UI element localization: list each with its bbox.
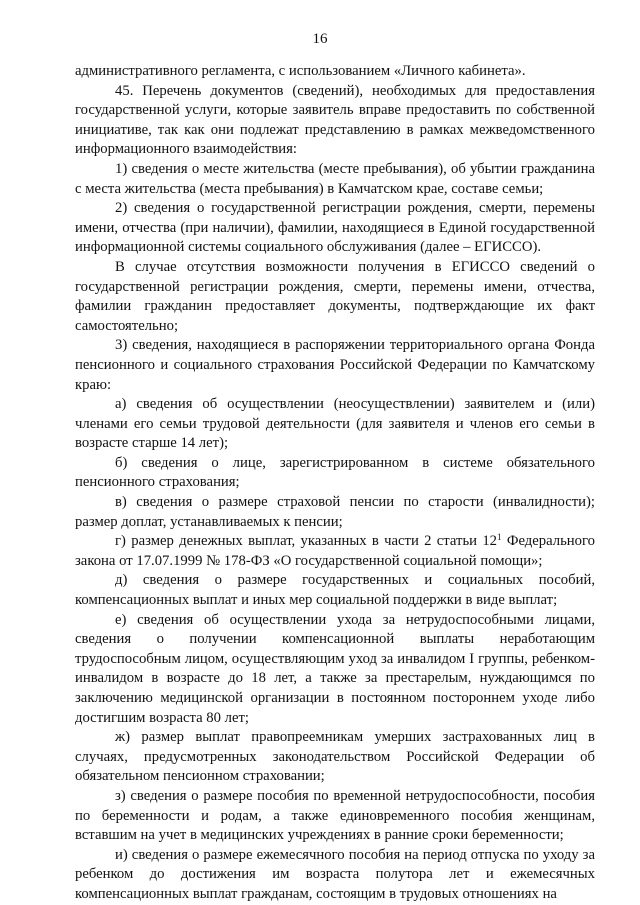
- paragraph-subitem-e: е) сведения об осуществлении ухода за нетрудоспособными лицами, сведения о получении компенсационной выплаты неработающим трудоспособным лицом, осуществляющим уход за инвалидом I группы, ребенком-инвалидом в возрасте до 18 лет, а также за престарелым, нуждающимся по заключению медицинской организации в постоянном постороннем уходе либо достигшим возраста 80 лет;: [75, 611, 595, 726]
- page-number: 16: [312, 31, 328, 47]
- paragraph-item-45: 45. Перечень документов (сведений), необходимых для предоставления государственной услуги, которые заявитель вправе предоставить по собственной инициативе, так как они подлежат представлению в рамках межведомственного информационного взаимодействия:: [75, 82, 595, 158]
- subitem-g-superscript: 1: [497, 532, 502, 543]
- paragraph-item-3: 3) сведения, находящиеся в распоряжении территориального органа Фонда пенсионного и социального страхования Российской Федерации по Камчатскому краю:: [75, 337, 595, 393]
- paragraph-continuation: административного регламента, с использованием «Личного кабинета».: [75, 63, 526, 79]
- paragraph-subitem-d: д) сведения о размере государственных и социальных пособий, компенсационных выплат и иных мер социальной поддержки в виде выплат;: [75, 572, 595, 609]
- paragraph-item-1: 1) сведения о месте жительства (месте пребывания), об убытии гражданина с места жительства (места пребывания) в Камчатском крае, составе семьи;: [75, 160, 595, 197]
- paragraph-subitem-v: в) сведения о размере страховой пенсии по старости (инвалидности); размер доплат, устанавливаемых к пенсии;: [75, 494, 595, 530]
- paragraph-egisso-note: В случае отсутствия возможности получения в ЕГИССО сведений о государственной регистрации рождения, смерти, перемены имени, отчества, фамилии гражданин предоставляет документы, подтверждающие их факт самостоятельно;: [75, 258, 595, 334]
- subitem-g-text-before: г) размер денежных выплат, указанных в части 2 статьи 12: [115, 533, 498, 550]
- paragraph-subitem-b: б) сведения о лице, зарегистрированном в системе обязательного пенсионного страхования;: [75, 454, 595, 491]
- paragraph-subitem-a: а) сведения об осуществлении (неосуществлении) заявителем и (или) членами его семьи трудовой деятельности (для заявителя и членов его семьи в возрасте старше 14 лет);: [75, 396, 595, 452]
- subitem-g-text-after: Федерального закона от 17.07.1999 № 178-ФЗ «О государственной социальной помощи»;: [75, 533, 595, 569]
- paragraph-item-2: 2) сведения о государственной регистрации рождения, смерти, перемены имени, отчества (при наличии), фамилии, находящиеся в Единой государственной информационной системы социального обслуживания (далее – ЕГИССО).: [75, 200, 595, 256]
- paragraph-subitem-z: з) сведения о размере пособия по временной нетрудоспособности, пособия по беременности и родам, а также единовременного пособия женщинам, вставшим на учет в медицинских учреждениях в ранние сроки беременности;: [75, 787, 595, 844]
- paragraph-subitem-i: и) сведения о размере ежемесячного пособия на период отпуска по уходу за ребенком до достижения им возраста полутора лет и ежемесячных компенсационных выплат гражданам, состоящим в трудовых отношениях на: [75, 846, 595, 902]
- document-body: [75, 62, 595, 905]
- paragraph-subitem-zh: ж) размер выплат правопреемникам умерших застрахованных лиц в случаях, предусмотренных законодательством Российской Федерации об обязательном пенсионном страховании;: [75, 729, 595, 785]
- paragraph-subitem-g: [75, 532, 595, 571]
